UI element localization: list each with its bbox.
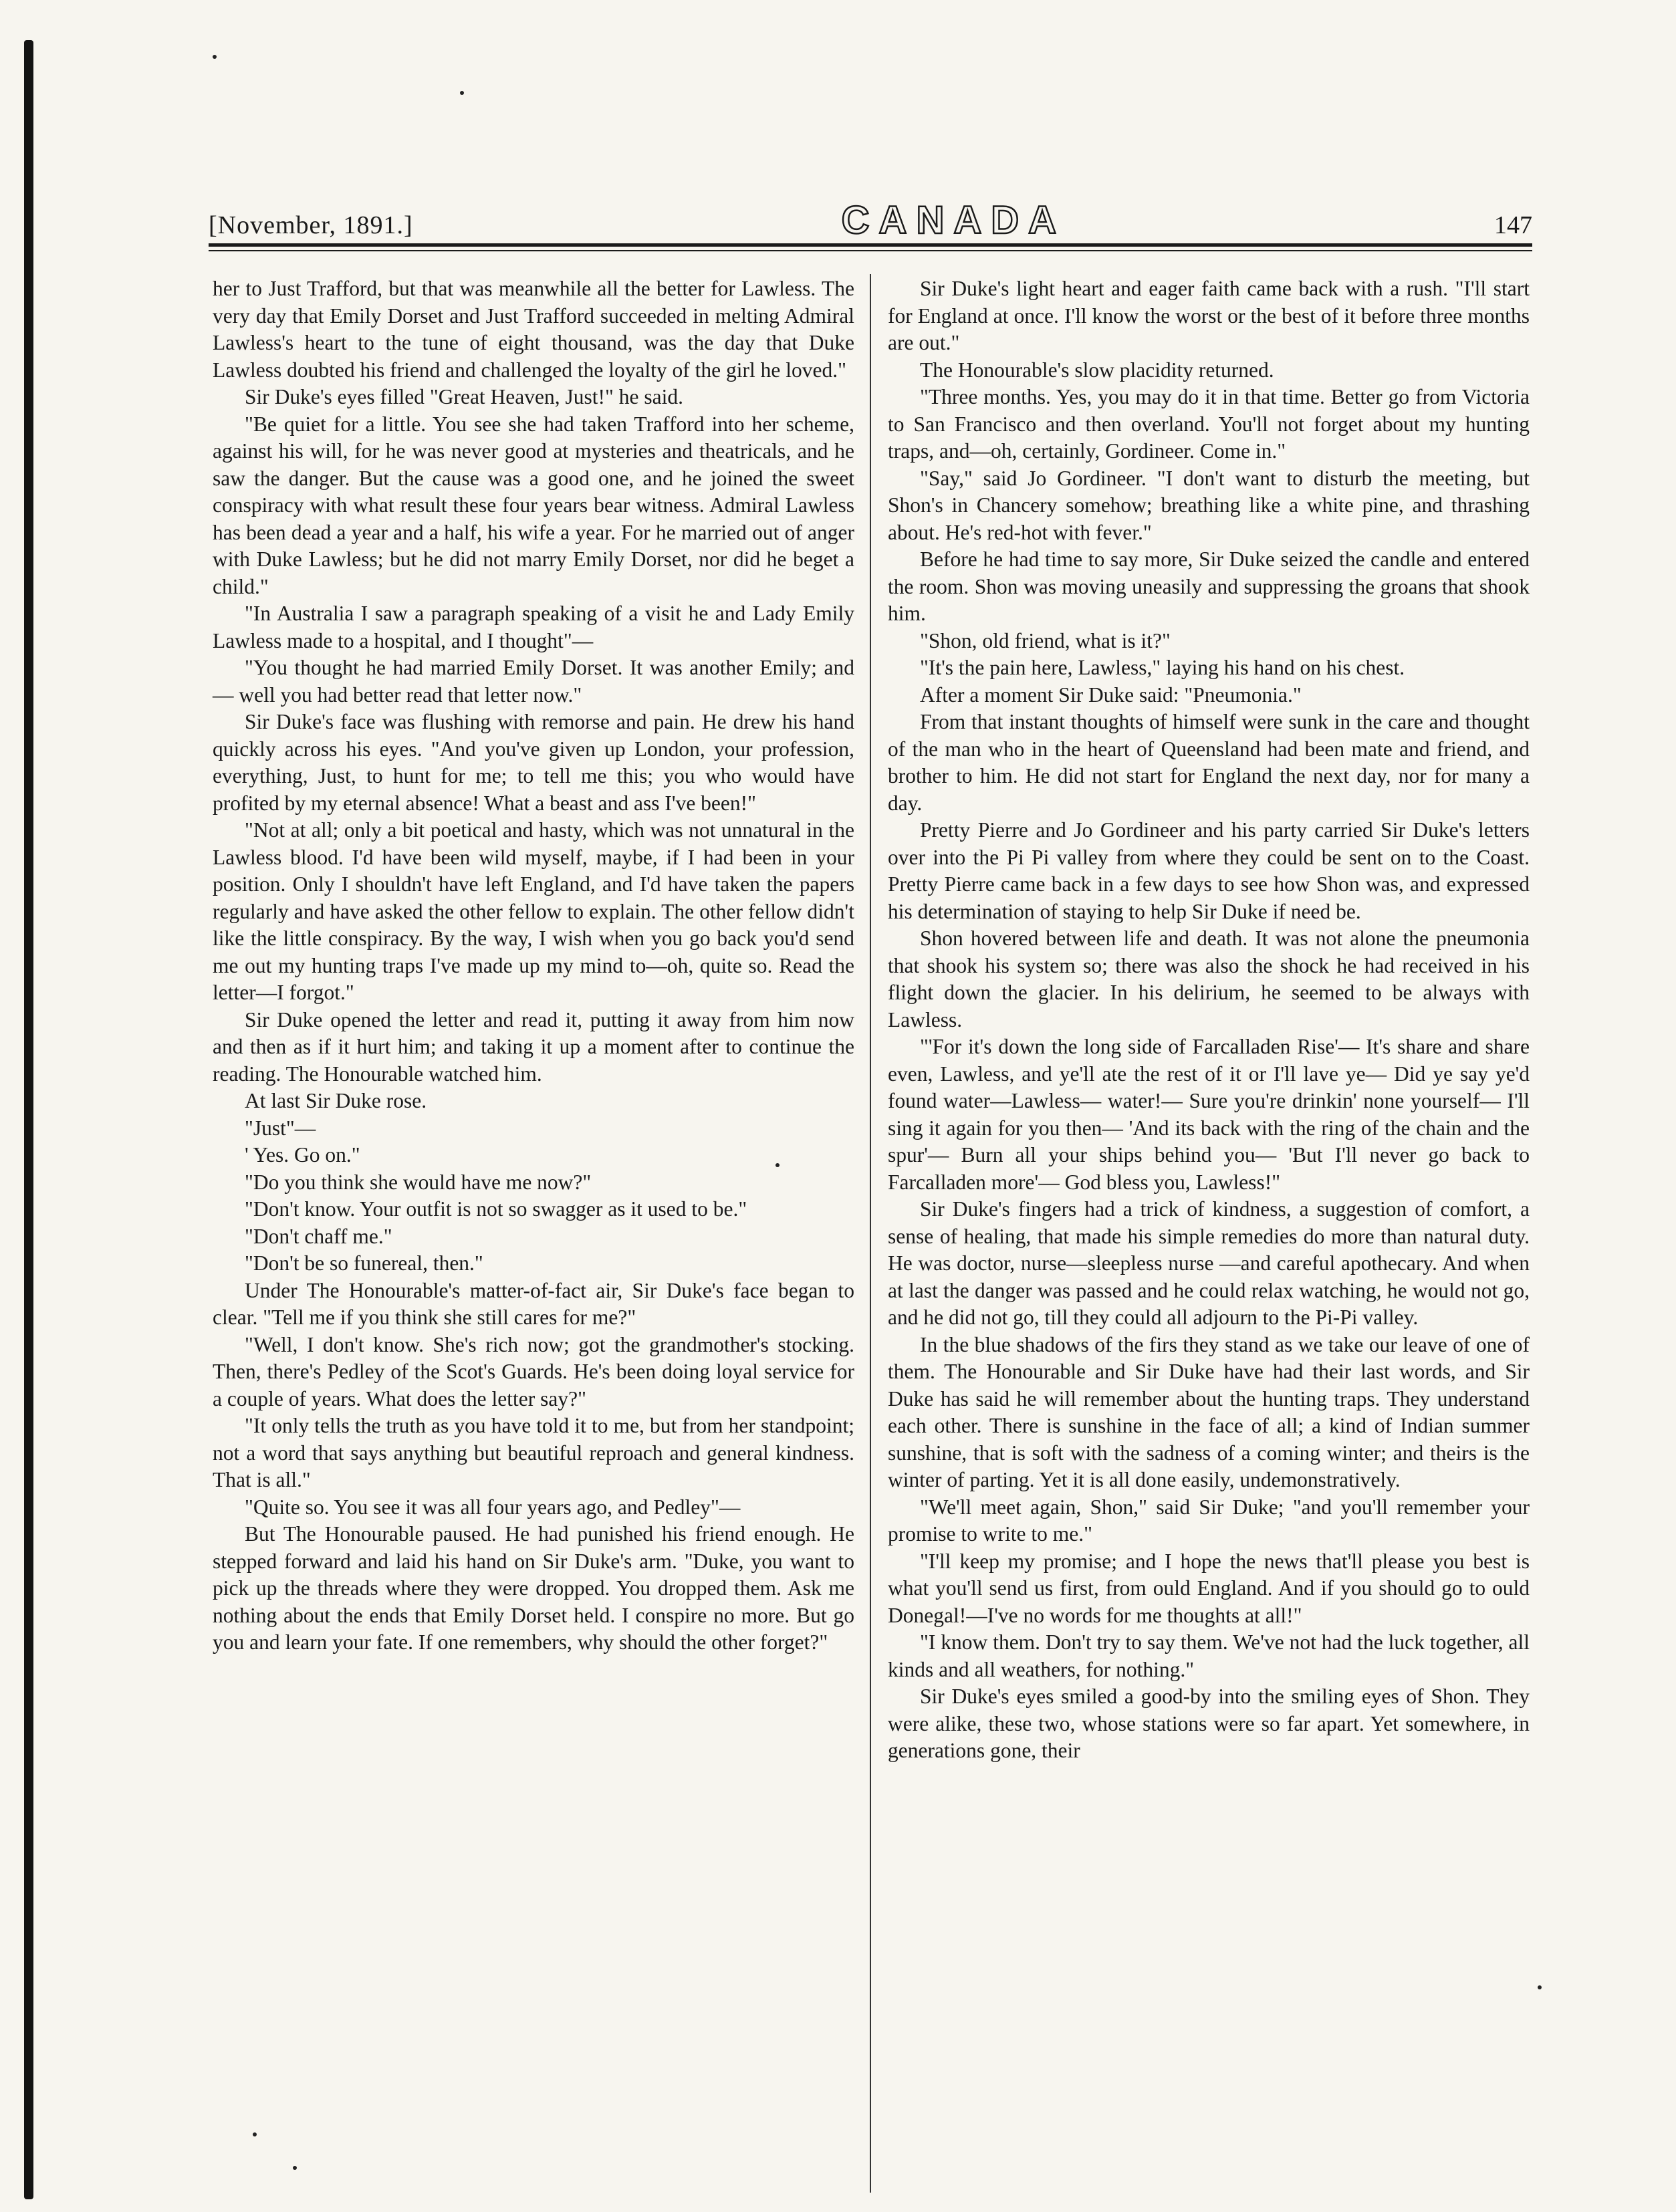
paragraph: "Be quiet for a little. You see she had taken Trafford into her scheme, against his will, for he was never good at mysteries and theatricals, and he saw the danger. But the cause was a good one, and he joined the sweet conspiracy with what result these four years bear witness. Admiral Lawless has been dead a year and a half, his wife a year. For he married out of anger with Duke Lawless; but he did not marry Emily Dorset, nor did he beget a child." bbox=[213, 412, 854, 598]
page-header bbox=[209, 198, 1532, 242]
print-speck bbox=[1538, 1985, 1542, 1989]
paragraph: From that instant thoughts of himself were sunk in the care and thought of the man who in the heart of Queensland had been mate and friend, and brother to him. He did not start for England the next day, nor for many a day. bbox=[888, 710, 1530, 815]
paragraph: "I'll keep my promise; and I hope the news that'll please you best is what you'll send us first, from ould England. And if you should go to ould Donegal!—I've no words for me thoughts at all!" bbox=[888, 1549, 1530, 1627]
paragraph: "Quite so. You see it was all four years ago, and Pedley"— bbox=[245, 1495, 741, 1519]
paragraph: "We'll meet again, Shon," said Sir Duke; "and you'll remember your promise to write to me." bbox=[888, 1495, 1530, 1546]
column-divider bbox=[870, 274, 871, 2193]
paragraph: After a moment Sir Duke said: "Pneumonia." bbox=[920, 683, 1302, 707]
paragraph: "Just"— bbox=[245, 1116, 316, 1140]
binding-edge-rule bbox=[24, 40, 33, 2199]
paragraph: Under The Honourable's matter-of-fact air, Sir Duke's face began to clear. "Tell me if you think she still cares for me?" bbox=[213, 1278, 854, 1329]
paragraph: But The Honourable paused. He had punished his friend enough. He stepped forward and laid his hand on Sir Duke's arm. "Duke, you want to pick up the threads where they were dropped. You dropped them. Ask me nothing about the ends that Emily Dorset held. I conspire no more. But go you and learn your fate. If one remembers, why should the other forget?" bbox=[213, 1522, 854, 1654]
print-speck bbox=[213, 55, 217, 59]
paragraph: "Don't know. Your outfit is not so swagger as it used to be." bbox=[245, 1197, 747, 1221]
paragraph: ' Yes. Go on." bbox=[245, 1143, 360, 1166]
paragraph: "Three months. Yes, you may do it in that time. Better go from Victoria to San Francisco and then overland. You'll not forget about my hunting traps, and—oh, certainly, Gordineer. Come in." bbox=[888, 385, 1530, 463]
right-column bbox=[888, 275, 1530, 1765]
paragraph: "Shon, old friend, what is it?" bbox=[920, 628, 1171, 652]
paragraph: Pretty Pierre and Jo Gordineer and his party carried Sir Duke's letters over into the Pi Pi valley from where they could be sent on to the Coast. Pretty Pierre came back in a few days to see how Shon was, and expressed his determination of staying to help Sir Duke if need be. bbox=[888, 818, 1530, 923]
issue-date: [November, 1891.] bbox=[209, 211, 413, 239]
paragraph: Sir Duke's eyes smiled a good-by into the smiling eyes of Shon. They were alike, these two, whose stations were so far apart. Yet somewhere, in generations gone, their bbox=[888, 1685, 1530, 1762]
print-speck bbox=[293, 2166, 297, 2170]
print-speck bbox=[460, 91, 464, 95]
paragraph: Sir Duke's face was flushing with remorse and pain. He drew his hand quickly across his eyes. "And you've given up London, your profession, everything, Just, to hunt for me; to tell me this; you who would have profited by my eternal absence! What a beast and ass I've been!" bbox=[213, 710, 854, 815]
paragraph: "Say," said Jo Gordineer. "I don't want to disturb the meeting, but Shon's in Chancery somehow; breathing like a white pine, and thrashing about. He's red-hot with fever." bbox=[888, 466, 1530, 544]
paragraph: In the blue shadows of the firs they stand as we take our leave of one of them. The Honourable and Sir Duke have had their last words, and Sir Duke has said he will remember about the hunting traps. They understand each other. There is sunshine in the face of all; a kind of Indian summer sunshine, that is soft with the sadness of a coming winter; and theirs is the winter of parting. Yet it is all done easily, undemonstratively. bbox=[888, 1332, 1530, 1491]
paragraph: "Don't be so funereal, then." bbox=[245, 1251, 483, 1275]
paragraph: "Not at all; only a bit poetical and hasty, which was not unnatural in the Lawless blood. I'd have been wild myself, maybe, if I had been in your position. Only I shouldn't have left England, and I'd have taken the papers regularly and have asked the other fellow to explain. The other fellow didn't like the little conspiracy. By the way, I wish when you go back you'd send me out my hunting traps I've made up my mind to—oh, quite so. Read the letter—I forgot." bbox=[213, 818, 854, 1004]
paragraph: Sir Duke's eyes filled "Great Heaven, Just!" he said. bbox=[245, 385, 683, 408]
paragraph: "You thought he had married Emily Dorset. It was another Emily; and — well you had better read that letter now." bbox=[213, 656, 854, 707]
paragraph: Sir Duke's fingers had a trick of kindness, a suggestion of comfort, a sense of healing, that made his simple remedies do more than natural duty. He was doctor, nurse—sleepless nurse —and careful apothecary. And when at last the danger was passed and he could relax watching, he would not go, and he did not go, till they could all adjourn to the Pi-Pi valley. bbox=[888, 1197, 1530, 1329]
paragraph: The Honourable's slow placidity returned. bbox=[920, 358, 1274, 382]
header-rule-thin bbox=[209, 250, 1532, 251]
paragraph: "In Australia I saw a paragraph speaking of a visit he and Lady Emily Lawless made to a hospital, and I thought"— bbox=[213, 602, 854, 652]
left-column bbox=[213, 275, 854, 1656]
paragraph: "Well, I don't know. She's rich now; got the grandmother's stocking. Then, there's Pedley of the Scot's Guards. He's been doing loyal service for a couple of years. What does the letter say?" bbox=[213, 1332, 854, 1410]
paragraph: Shon hovered between life and death. It was not alone the pneumonia that shook his system so; there was also the shock he had received in his flight down the glacier. In his delirium, he seemed to be always with Lawless. bbox=[888, 927, 1530, 1031]
publication-title: CANADA bbox=[841, 199, 1066, 242]
paragraph: "'For it's down the long side of Farcalladen Rise'— It's share and share even, Lawless, and ye'll ate the rest of it or I'll lave ye— Did ye say ye'd found water—Lawless— water!— Sure you're drinkin' none yourself— I'll sing it again for you then— 'And its back with the ring of the chain and the spur'— Burn all your ships behind you— 'But I'll never go back to Farcalladen more'— God bless you, Lawless!" bbox=[888, 1035, 1530, 1194]
paragraph: Before he had time to say more, Sir Duke seized the candle and entered the room. Shon was moving uneasily and suppressing the groans that shook him. bbox=[888, 547, 1530, 625]
paragraph: "Do you think she would have me now?" bbox=[245, 1170, 592, 1194]
paragraph: "I know them. Don't try to say them. We've not had the luck together, all kinds and all weathers, for nothing." bbox=[888, 1630, 1530, 1681]
paragraph: Sir Duke's light heart and eager faith came back with a rush. "I'll start for England at once. I'll know the worst or the best of it before three months are out." bbox=[888, 277, 1530, 354]
page-number: 147 bbox=[1493, 211, 1532, 239]
header-rule-thick bbox=[209, 243, 1532, 247]
paragraph: her to Just Trafford, but that was meanwhile all the better for Lawless. The very day that Emily Dorset and Just Trafford succeeded in melting Admiral Lawless's heart to the tune of eight thousand, was the day that Duke Lawless doubted his friend and challenged the loyalty of the girl he loved." bbox=[213, 277, 854, 382]
paragraph: Sir Duke opened the letter and read it, putting it away from him now and then as if it hurt him; and taking it up a moment after to continue the reading. The Honourable watched him. bbox=[213, 1007, 854, 1086]
paragraph: "Don't chaff me." bbox=[245, 1224, 392, 1248]
paragraph: At last Sir Duke rose. bbox=[245, 1089, 427, 1112]
paragraph: "It's the pain here, Lawless," laying his hand on his chest. bbox=[920, 656, 1405, 679]
print-speck bbox=[253, 2132, 257, 2136]
paragraph: "It only tells the truth as you have told it to me, but from her standpoint; not a word that says anything but beautiful reproach and general kindness. That is all." bbox=[213, 1414, 854, 1491]
